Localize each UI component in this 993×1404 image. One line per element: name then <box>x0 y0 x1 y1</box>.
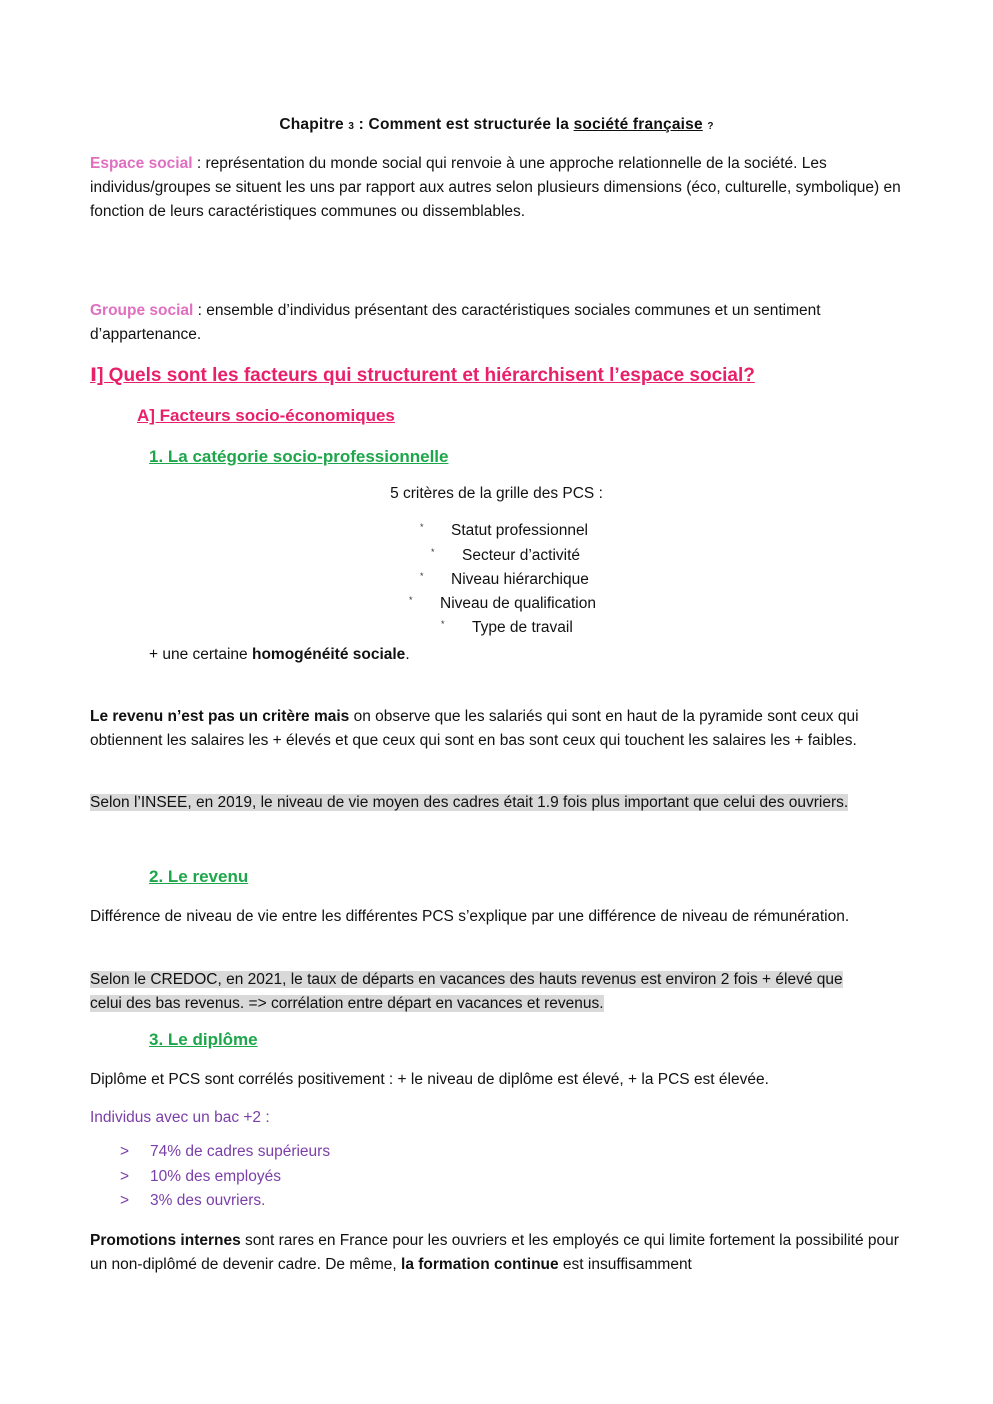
insee-highlight <box>90 791 905 815</box>
insee-text: Selon l’INSEE, en 2019, le niveau de vie moyen des cadres était 1.9 fois plus important que celui des ouvriers. <box>90 794 849 811</box>
promo-bold-2: la formation continue <box>401 1256 559 1273</box>
chevron-right-icon: > <box>120 1168 130 1185</box>
criterion-item <box>0 595 993 619</box>
homogeneity-note <box>149 643 849 667</box>
definition-groupe-social <box>90 299 905 347</box>
criterion-text: Type de travail <box>472 619 573 636</box>
list-item-text: 10% des employés <box>150 1168 281 1185</box>
diplome-text: Diplôme et PCS sont corrélés positivement : + le niveau de diplôme est élevé, + la PCS est élevée. <box>90 1071 769 1088</box>
title-colon: : <box>358 116 365 133</box>
note-end: . <box>405 646 410 663</box>
list-item <box>120 1192 265 1210</box>
credoc-line-2: celui des bas revenus. => corrélation entre départ en vacances et revenus. <box>90 995 604 1012</box>
criterion-item <box>0 571 993 595</box>
criterion-text: Niveau de qualification <box>440 595 596 612</box>
list-item-text: 74% de cadres supérieurs <box>150 1143 331 1160</box>
star-bullet-icon: * <box>431 547 435 557</box>
star-bullet-icon: * <box>420 522 424 532</box>
term-groupe-social: Groupe social <box>90 302 194 319</box>
credoc-highlight <box>90 968 905 1016</box>
note-text: + une certaine <box>149 646 252 663</box>
criterion-text: Statut professionnel <box>451 522 589 539</box>
note-bold: homogénéité sociale <box>251 646 406 663</box>
revenue-text: on observe que les salariés qui sont en haut de la pyramide sont ceux qui obtiennent les salaires les + élevés et que ceux qui sont en bas sont ceux qui touchent les salaires les + faibles. <box>90 708 859 749</box>
criterion-item <box>0 547 993 571</box>
promo-text-1: sont rares en France pour les ouvriers et les employés ce qui limite fortement la possibilité pour un non-diplômé de devenir cadre. De même, <box>90 1232 899 1273</box>
revenue-bold: Le revenu n’est pas un critère mais <box>90 708 350 725</box>
pcs-intro: 5 critères de la grille des PCS : <box>390 485 603 502</box>
heading-revenu: 2. Le revenu <box>149 867 249 886</box>
promo-bold-1: Promotions internes <box>90 1232 241 1249</box>
list-item-text: 3% des ouvriers. <box>150 1192 266 1209</box>
credoc-line-1: Selon le CREDOC, en 2021, le taux de départs en vacances des hauts revenus est environ 2 fois + élevé que <box>90 971 843 988</box>
title-question-mark: ? <box>707 121 714 132</box>
chevron-right-icon: > <box>120 1192 130 1209</box>
heading-pcs: 1. La catégorie socio-professionnelle <box>149 447 449 466</box>
definition-text: : représentation du monde social qui renvoie à une approche relationnelle de la société. Les individus/groupes se situent les uns par rapport aux autres selon plusieurs dimensions (éco, culturelle, symbolique) en fonction de leurs caractéristiques communes ou dissemblables. <box>90 155 901 220</box>
chapter-title <box>0 116 993 134</box>
definition-text: : ensemble d’individus présentant des caractéristiques sociales communes et un sentiment d’appartenance. <box>90 302 821 343</box>
term-espace-social: Espace social <box>90 155 193 172</box>
criterion-text: Secteur d’activité <box>462 547 581 564</box>
star-bullet-icon: * <box>420 571 424 581</box>
section-heading-1: Ⅰ] Quels sont les facteurs qui structurent et hiérarchisent l’espace social? <box>90 365 755 386</box>
chevron-right-icon: > <box>120 1143 130 1160</box>
bac-label: Individus avec un bac +2 : <box>90 1109 270 1126</box>
star-bullet-icon: * <box>441 619 445 629</box>
star-bullet-icon: * <box>409 595 413 605</box>
definition-espace-social <box>90 152 905 224</box>
revenu-text: Différence de niveau de vie entre les différentes PCS s’explique par une différence de niveau de rémunération. <box>90 908 850 925</box>
list-item <box>120 1168 281 1186</box>
criterion-text: Niveau hiérarchique <box>451 571 589 588</box>
revenue-paragraph <box>90 705 905 753</box>
criterion-item <box>0 619 993 643</box>
title-text: Comment est structurée la <box>368 116 570 133</box>
subsection-heading-a: A] Facteurs socio-économiques <box>137 406 395 425</box>
title-number: 3 <box>348 121 355 132</box>
promotions-paragraph <box>90 1229 905 1277</box>
criterion-item <box>0 522 993 546</box>
list-item <box>120 1143 330 1161</box>
heading-diplome: 3. Le diplôme <box>149 1030 258 1049</box>
title-underlined: société française <box>573 116 703 133</box>
promo-text-2: est insuffisamment <box>558 1256 692 1273</box>
title-word: Chapitre <box>279 116 344 133</box>
